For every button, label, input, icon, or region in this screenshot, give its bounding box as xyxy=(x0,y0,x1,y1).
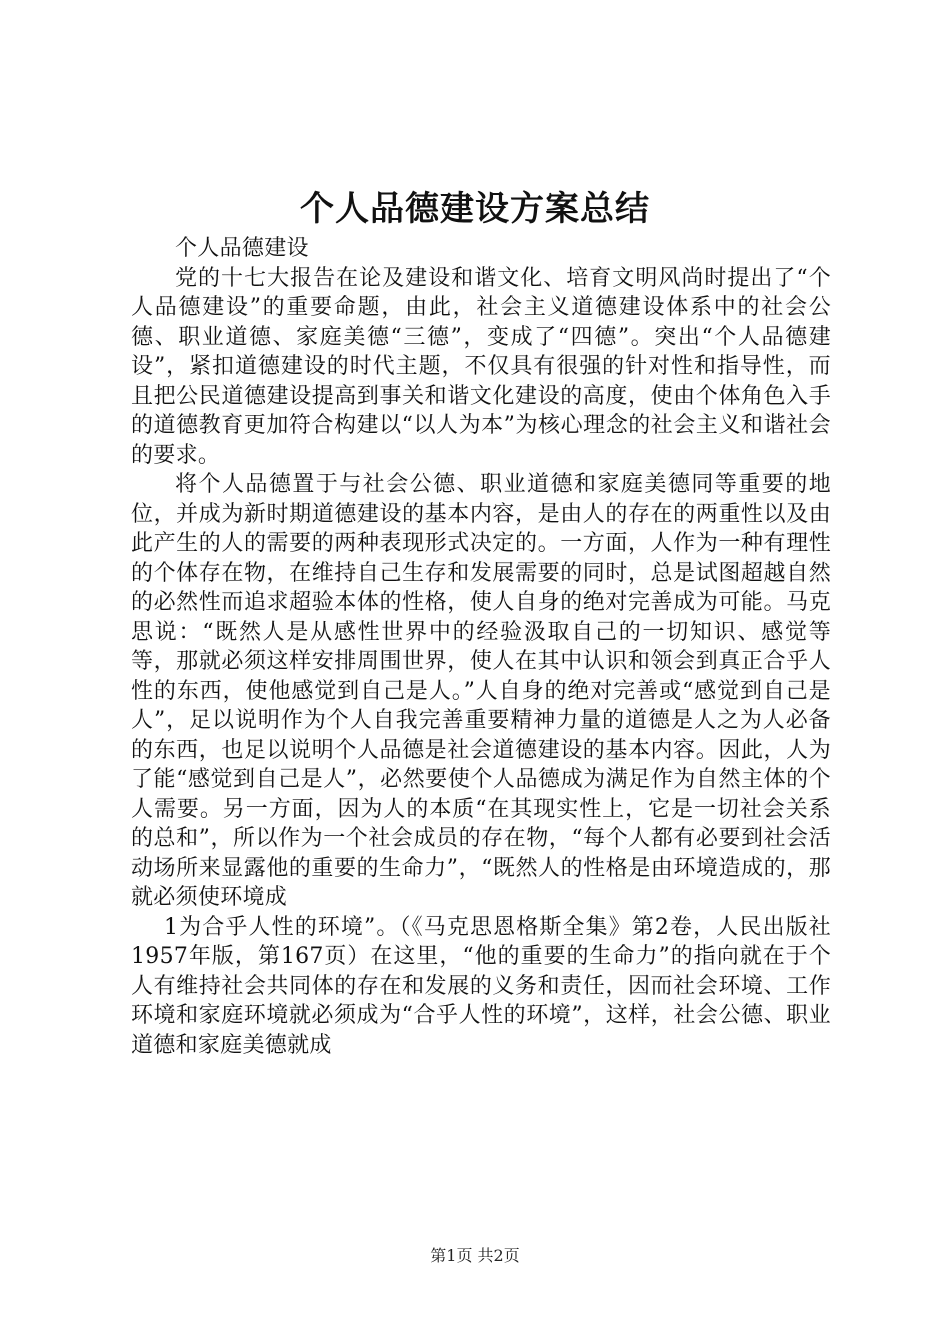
paragraph: 党的十七大报告在论及建设和谐文化、培育文明风尚时提出了“个人品德建设”的重要命题，由此，社会主义道德建设体系中的社会公德、职业道德、家庭美德“三德”，变成了“四德”。突出“个人品德建设”，紧扣道德建设的时代主题，不仅具有很强的针对性和指导性，而且把公民道德建设提高到事关和谐文化建设的高度，使由个体角色入手的道德教育更加符合构建以“以人为本”为核心理念的社会主义和谐社会的要求。 xyxy=(131,265,831,468)
page-title: 个人品德建设方案总结 xyxy=(300,189,650,229)
paragraph: 1为合乎人性的环境”。（《马克思恩格斯全集》第2卷，人民出版社1957年版，第167页）在这里，“他的重要的生命力”的指向就在于个人有维持社会共同体的存在和发展的义务和责任，因而社会环境、工作环境和家庭环境就必须成为“合乎人性的环境”，这样，社会公德、职业道德和家庭美德就成 xyxy=(131,914,831,1058)
document-body xyxy=(131,234,831,1060)
page-number-footer: 第1页 共2页 xyxy=(430,1246,520,1265)
paragraph-subheading: 个人品德建设 xyxy=(175,236,309,261)
paragraph: 将个人品德置于与社会公德、职业道德和家庭美德同等重要的地位，并成为新时期道德建设的基本内容，是由人的存在的两重性以及由此产生的人的需要的两种表现形式决定的。一方面，人作为一种有理性的个体存在物，在维持自己生存和发展需要的同时，总是试图超越自然的必然性而追求超验本体的性格，使人自身的绝对完善成为可能。马克思说：“既然人是从感性世界中的经验汲取自己的一切知识、感觉等等，那就必须这样安排周围世界，使人在其中认识和领会到真正合乎人性的东西，使他感觉到自己是人。”人自身的绝对完善或“感觉到自己是人”，足以说明作为个人自我完善重要精神力量的道德是人之为人必备的东西，也足以说明个人品德是社会道德建设的基本内容。因此，人为了能“感觉到自己是人”，必然要使个人品德成为满足作为自然主体的个人需要。另一方面，因为人的本质“在其现实性上，它是一切社会关系的总和”，所以作为一个社会成员的存在物，“每个人都有必要到社会活动场所来显露他的重要的生命力”，“既然人的性格是由环境造成的，那就必须使环境成 xyxy=(131,472,831,910)
